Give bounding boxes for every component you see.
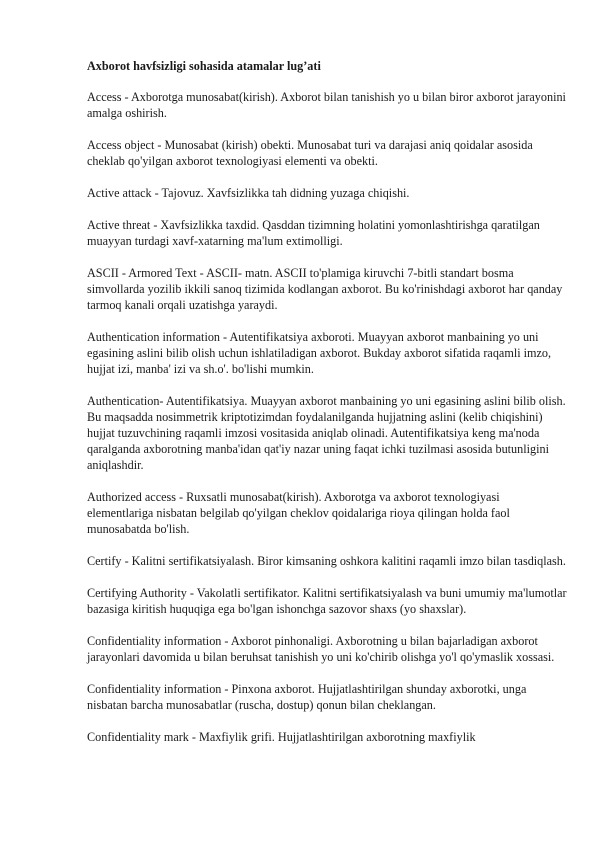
glossary-entry-authentication-information: Authentication information - Autentifikatsiya axboroti. Muayyan axborot manbaining yo uni egasining aslini bilib olish uchun ishlatiladigan axborot. Bukday axborot sifatida raqamli imzo, hujjat izi, manba' izi va sh.o'. bo'lishi mumkin. bbox=[87, 330, 552, 376]
glossary-entry-certifying-authority: Certifying Authority - Vakolatli sertifikator. Kalitni sertifikatsiyalash va buni umumiy ma'lumotlar bazasiga kiritish huquqiga ega bo'lgan ishonchga sazovor shaxs (yo shaxslar). bbox=[87, 586, 567, 616]
glossary-entry-authorized-access: Authorized access - Ruxsatli munosabat(kirish). Axborotga va axborot texnologiyasi elementlariga nisbatan belgilab qo'yilgan cheklov qoidalariga rioya qilingan holda faol munosabatda bo'lish. bbox=[87, 490, 510, 536]
glossary-entry-active-attack: Active attack - Tajovuz. Xavfsizlikka tah didning yuzaga chiqishi. bbox=[87, 186, 410, 200]
glossary-entry-ascii-armored-text: ASCII - Armored Text - ASCII- matn. ASCII to'plamiga kiruvchi 7-bitli standart bosma simvollarda yozilib ikkili sanoq tizimida kodlangan axborot. Bu ko'rinishdagi axborot har qanday tarmoq kanali orqali uzatishga yaraydi. bbox=[87, 266, 563, 312]
glossary-entry-confidentiality-information: Confidentiality information - Axborot pinhonaligi. Axborotning u bilan bajarladigan axborot jarayonlari davomida u bilan beruhsat tanishish yo uni ko'chirib olishga yo'l qo'ymaslik xossasi. bbox=[87, 634, 555, 664]
document-title: Axborot havfsizligi sohasida atamalar lug’ati bbox=[87, 59, 321, 73]
glossary-entry-authentication: Authentication- Autentifikatsiya. Muayyan axborot manbaining yo uni egasining aslini bilib olish. Bu maqsadda nosimmetrik kriptotizimdan foydalanilganda hujjatning aslini (kelib chiqishini) hujjat tuzuvchining raqamli imzosi vositasida aniqlab olinadi. Autentifikatsiya keng ma'noda qaralganda axborotning manba'idan qat'iy nazar uning faqat ichki tuzilmasi asosida butunligini aniqlashdir. bbox=[87, 394, 566, 472]
glossary-entry-active-threat: Active threat - Xavfsizlikka taxdid. Qasddan tizimning holatini yomonlashtirishga qaratilgan muayyan turdagi xavf-xatarning ma'lum extimolligi. bbox=[87, 218, 540, 248]
glossary-entry-confidentiality-mark: Confidentiality mark - Maxfiylik grifi. Hujjatlashtirilgan axborotning maxfiylik bbox=[87, 730, 476, 744]
glossary-entry-confidentiality-information-2: Confidentiality information - Pinxona axborot. Hujjatlashtirilgan shunday axborotki, unga nisbatan barcha munosabatlar (ruscha, dostup) qonun bilan cheklangan. bbox=[87, 682, 527, 712]
glossary-entry-access: Access - Axborotga munosabat(kirish). Axborot bilan tanishish yo u bilan biror axborot jarayonini amalga oshirish. bbox=[87, 90, 566, 120]
glossary-entry-certify: Certify - Kalitni sertifikatsiyalash. Biror kimsaning oshkora kalitini raqamli imzo bilan tasdiqlash. bbox=[87, 554, 566, 568]
glossary-entry-access-object: Access object - Munosabat (kirish) obekti. Munosabat turi va darajasi aniq qoidalar asosida cheklab qo'yilgan axborot texnologiyasi elementi va obekti. bbox=[87, 138, 533, 168]
